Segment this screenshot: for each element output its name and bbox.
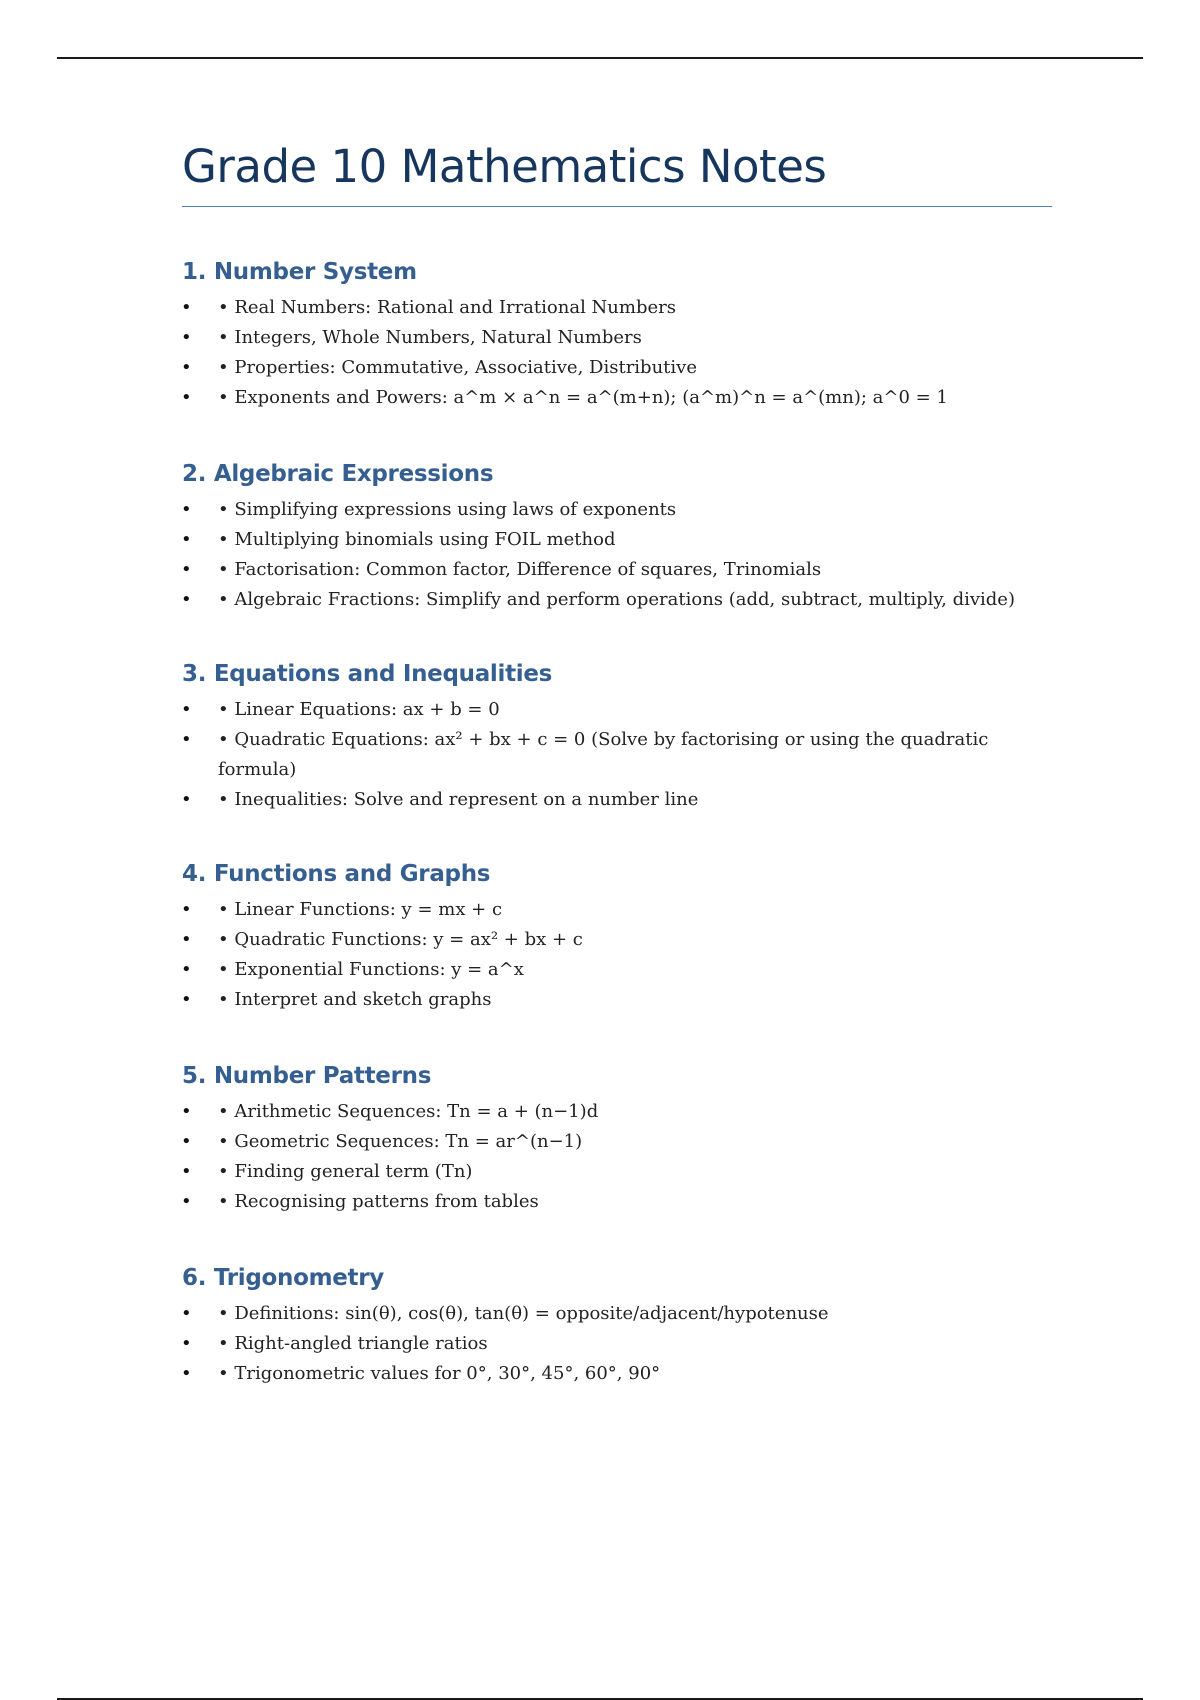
section-heading: 6. Trigonometry (182, 1265, 384, 1291)
section-heading: 3. Equations and Inequalities (182, 661, 553, 687)
section-heading: 1. Number System (182, 259, 417, 285)
list-item: • • Real Numbers: Rational and Irrational Numbers (182, 293, 1052, 323)
list-item: • • Definitions: sin(θ), cos(θ), tan(θ) = opposite/adjacent/hypotenuse (182, 1299, 1052, 1329)
document-body (182, 140, 1052, 1389)
list-item: • • Inequalities: Solve and represent on a number line (182, 785, 1052, 815)
list-item: • • Recognising patterns from tables (182, 1187, 1052, 1217)
page-title: Grade 10 Mathematics Notes (182, 140, 1052, 207)
list-item: • • Quadratic Equations: ax² + bx + c = 0 (Solve by factorising or using the quadratic formula) (182, 725, 1052, 785)
list-item: • • Exponents and Powers: a^m × a^n = a^(m+n); (a^m)^n = a^(mn); a^0 = 1 (182, 383, 1052, 413)
bullet-list (182, 895, 1052, 1015)
section-functions-graphs (182, 857, 1052, 1015)
list-item: • • Factorisation: Common factor, Difference of squares, Trinomials (182, 555, 1052, 585)
bullet-list (182, 293, 1052, 413)
section-equations-inequalities (182, 657, 1052, 815)
list-item: • • Properties: Commutative, Associative, Distributive (182, 353, 1052, 383)
list-item: • • Arithmetic Sequences: Tn = a + (n−1)d (182, 1097, 1052, 1127)
bullet-list (182, 1299, 1052, 1389)
page-top-rule (57, 57, 1143, 59)
list-item: • • Trigonometric values for 0°, 30°, 45°, 60°, 90° (182, 1359, 1052, 1389)
list-item: • • Exponential Functions: y = a^x (182, 955, 1052, 985)
list-item: • • Interpret and sketch graphs (182, 985, 1052, 1015)
section-number-patterns (182, 1059, 1052, 1217)
bullet-list (182, 1097, 1052, 1217)
list-item: • • Algebraic Fractions: Simplify and perform operations (add, subtract, multiply, divide) (182, 585, 1052, 615)
list-item: • • Linear Equations: ax + b = 0 (182, 695, 1052, 725)
list-item: • • Integers, Whole Numbers, Natural Numbers (182, 323, 1052, 353)
section-number-system (182, 255, 1052, 413)
list-item: • • Finding general term (Tn) (182, 1157, 1052, 1187)
section-heading: 4. Functions and Graphs (182, 861, 491, 887)
section-trigonometry (182, 1261, 1052, 1389)
list-item: • • Quadratic Functions: y = ax² + bx + c (182, 925, 1052, 955)
section-heading: 2. Algebraic Expressions (182, 461, 494, 487)
bullet-list (182, 495, 1052, 615)
section-algebraic-expressions (182, 457, 1052, 615)
list-item: • • Right-angled triangle ratios (182, 1329, 1052, 1359)
list-item: • • Linear Functions: y = mx + c (182, 895, 1052, 925)
list-item: • • Simplifying expressions using laws of exponents (182, 495, 1052, 525)
bullet-list (182, 695, 1052, 815)
list-item: • • Geometric Sequences: Tn = ar^(n−1) (182, 1127, 1052, 1157)
list-item: • • Multiplying binomials using FOIL method (182, 525, 1052, 555)
section-heading: 5. Number Patterns (182, 1063, 432, 1089)
